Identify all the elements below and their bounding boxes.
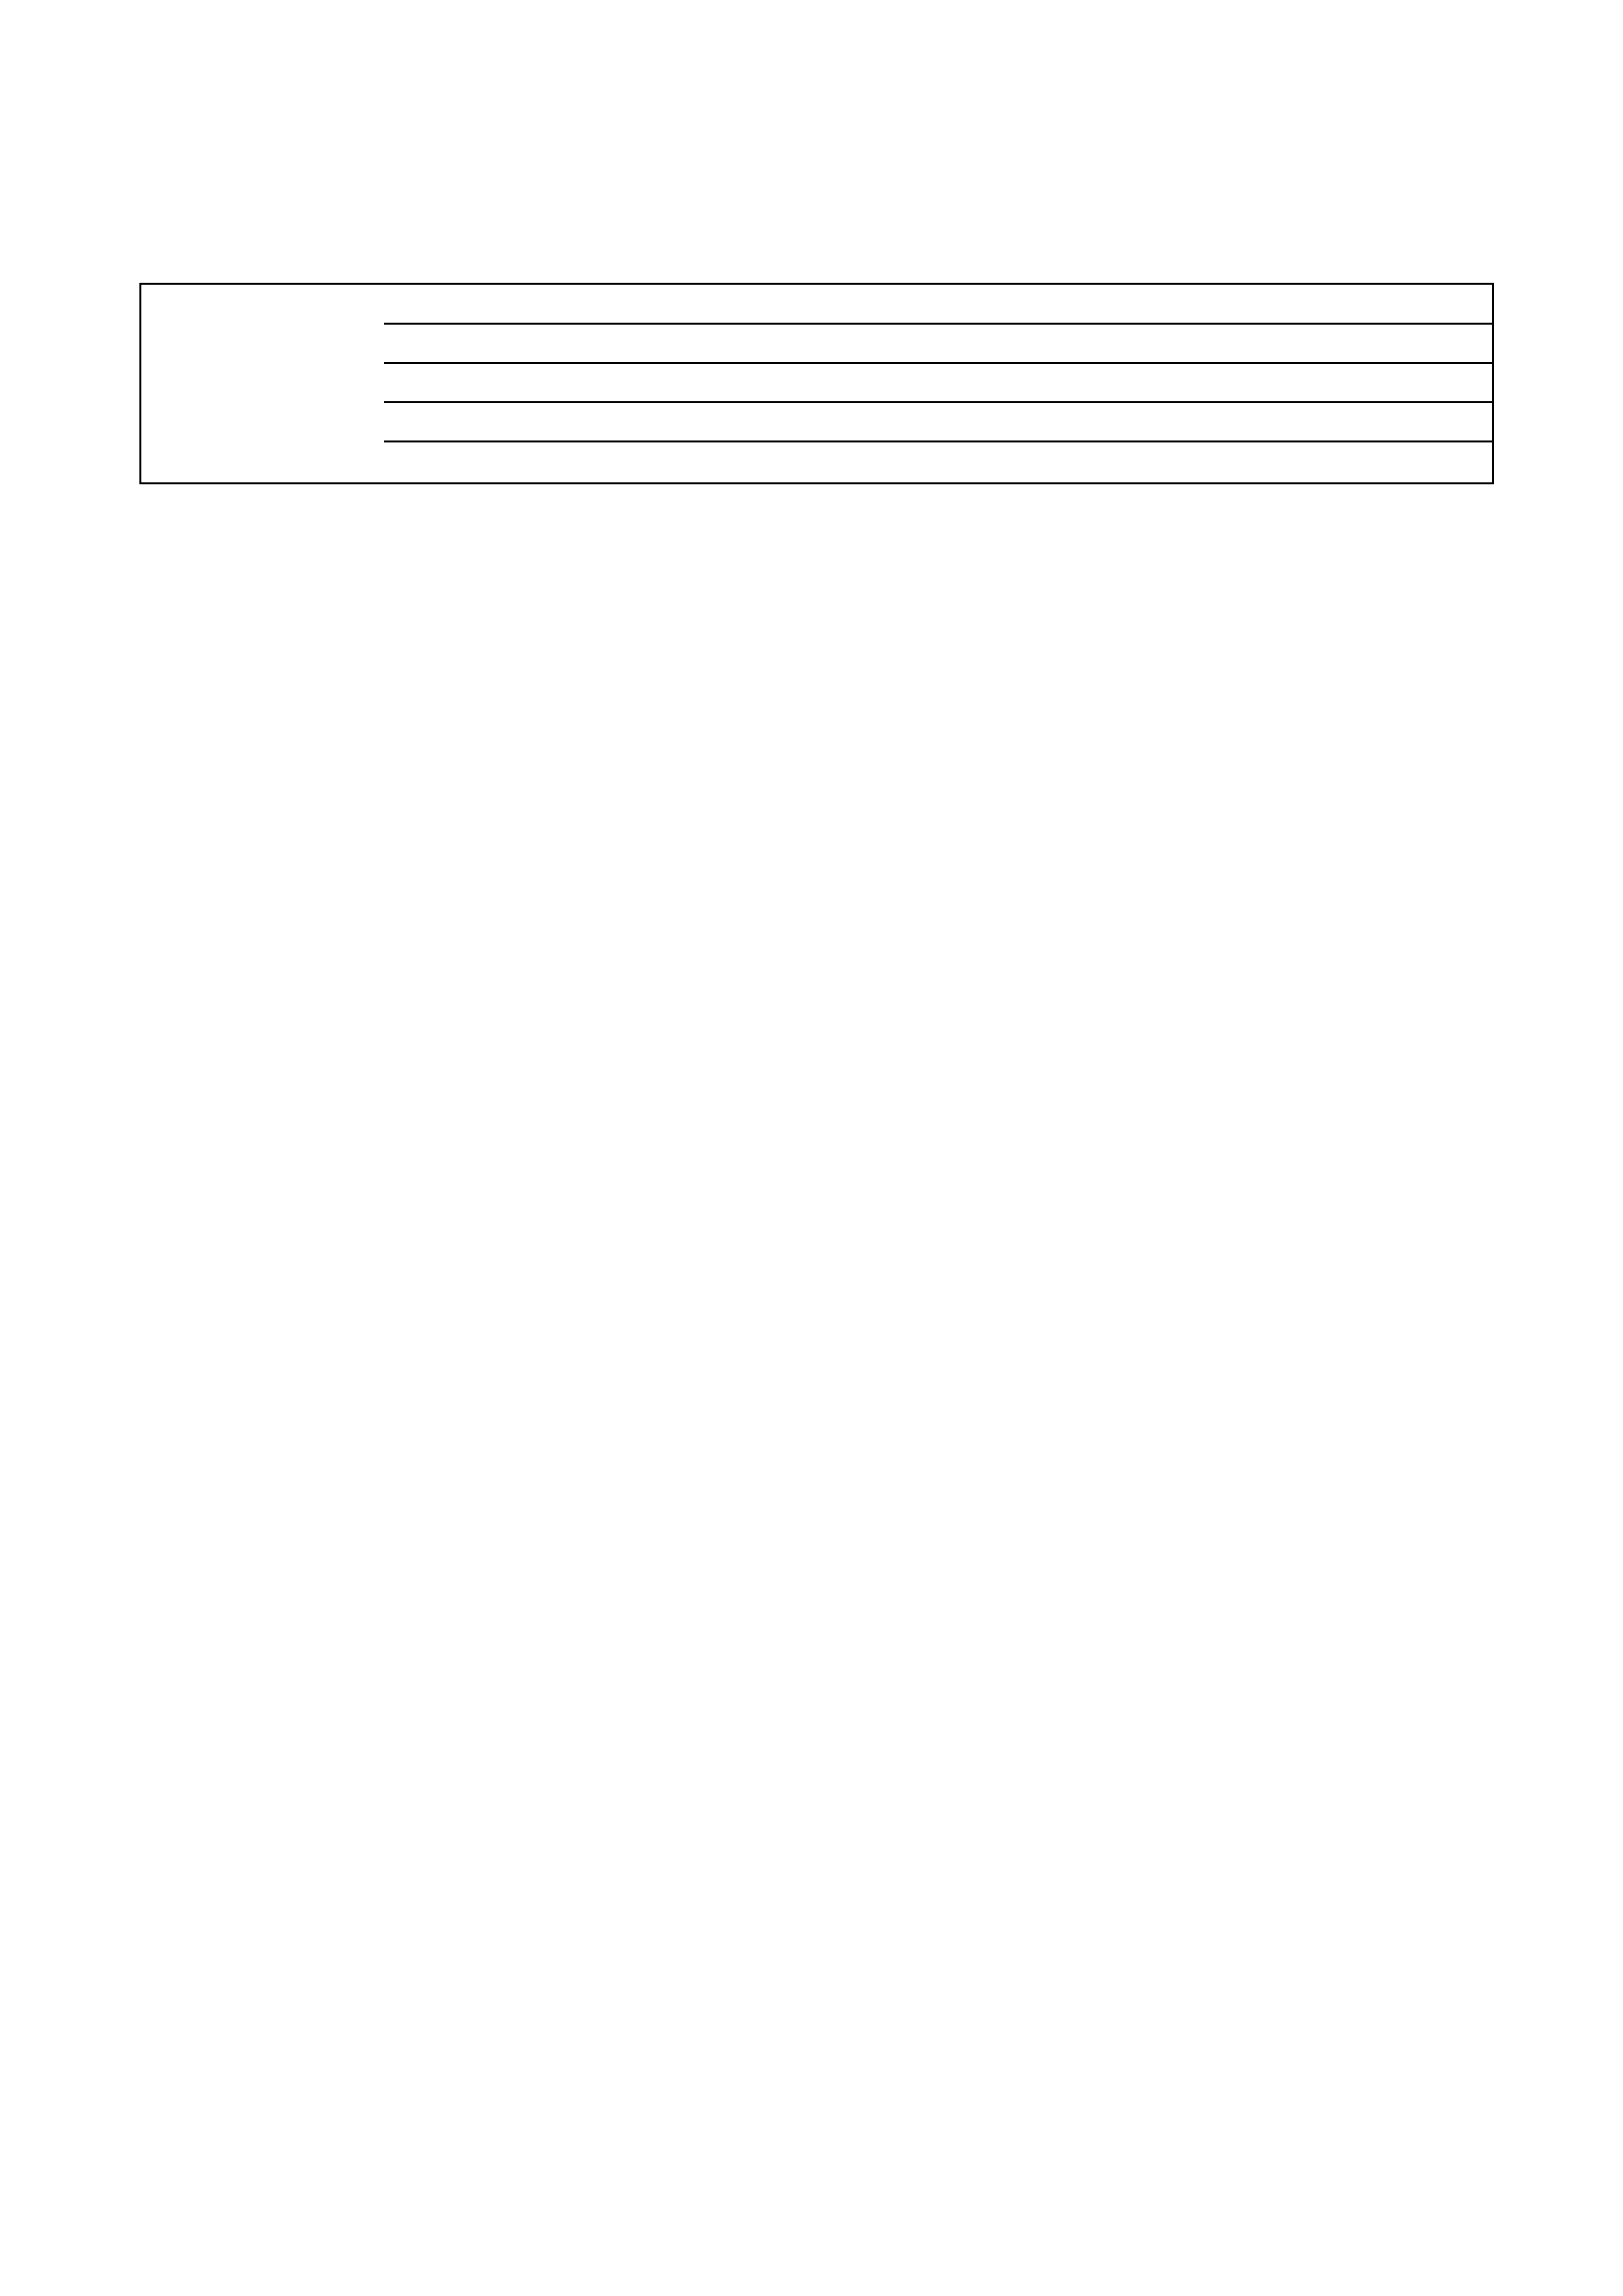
header-rs-min: [1250, 285, 1492, 325]
header-rule: [384, 401, 1494, 403]
header-B: [384, 285, 1250, 325]
header-d: [141, 285, 262, 482]
header-rule: [384, 323, 1494, 325]
header-rule: [384, 362, 1494, 364]
header-size-series-label: [384, 403, 1492, 442]
header-width-series-label: [384, 325, 1492, 364]
table-header: [139, 283, 1494, 484]
header-D: [262, 285, 384, 482]
header-rule: [384, 440, 1494, 442]
